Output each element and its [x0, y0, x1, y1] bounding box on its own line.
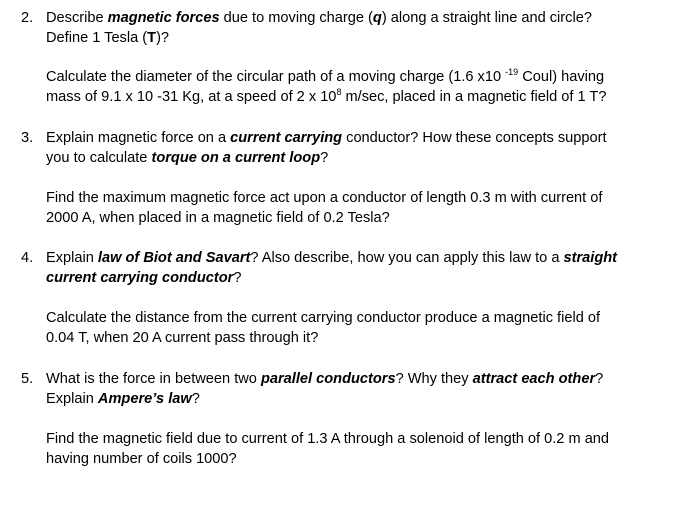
text-run: ? Why they	[395, 371, 473, 387]
question-line	[46, 249, 686, 269]
text-run: ?	[595, 371, 604, 387]
text-run: mass of 9.1 x 10 -31 Kg, at a speed of 2 x 10	[46, 88, 337, 105]
problem-line: Find the magnetic field due to current of 1.3 A through a solenoid of length of 0.2 m and	[46, 431, 610, 447]
problem-line: having number of coils 1000?	[46, 450, 237, 467]
text-run: ) along a straight line and circle?	[381, 10, 592, 26]
problem-text	[46, 68, 686, 107]
text-run: ?	[191, 390, 200, 407]
question-line	[46, 9, 686, 29]
emphasis-text: torque on a current loop	[151, 149, 321, 166]
problem-line	[46, 88, 686, 108]
problem-text	[46, 430, 686, 469]
emphasis-text: law of Biot and Savart	[97, 250, 251, 266]
text-run: conductor? How these concepts support	[342, 130, 607, 146]
question-line	[46, 149, 686, 169]
question-line	[46, 269, 686, 289]
text-run: Explain magnetic force on a	[46, 130, 231, 146]
emphasis-text: magnetic forces	[107, 10, 220, 26]
emphasis-text: Ampere’s law	[97, 390, 192, 407]
question-line	[46, 370, 686, 390]
text-run: )?	[156, 29, 170, 46]
question-line	[46, 390, 686, 410]
question-number: 2.	[21, 10, 34, 26]
question-text	[46, 370, 686, 409]
question-text	[46, 9, 686, 48]
question-text	[46, 249, 686, 288]
text-run: ? Also describe, how you can apply this law to a	[250, 250, 564, 266]
question-number: 3.	[21, 130, 34, 146]
text-run: ?	[233, 269, 242, 286]
question-number: 5.	[21, 371, 34, 387]
question-line	[46, 29, 686, 49]
problem-line: Calculate the distance from the current carrying conductor produce a magnetic field of	[46, 310, 601, 326]
emphasis-text: parallel conductors	[260, 371, 396, 387]
text-run: ?	[320, 149, 329, 166]
text-run: m/sec, placed in a magnetic field of 1 T?	[341, 88, 607, 105]
question-text	[46, 129, 686, 168]
superscript: -19	[505, 67, 519, 77]
text-run: Describe	[46, 10, 108, 26]
question-number: 4.	[21, 250, 34, 266]
emphasis-text: current carrying conductor	[46, 269, 234, 286]
text-run: due to moving charge (	[219, 10, 373, 26]
text-run: Explain	[46, 390, 98, 407]
problem-line: Find the maximum magnetic force act upon a conductor of length 0.3 m with current of	[46, 190, 603, 206]
text-run: Define 1 Tesla (	[46, 29, 148, 46]
problem-line	[46, 68, 686, 88]
superscript: 8	[336, 86, 342, 97]
question-line	[46, 129, 686, 149]
emphasis-text: attract each other	[472, 371, 596, 387]
text-run: Calculate the diameter of the circular path of a moving charge (1.6 x10	[46, 69, 506, 85]
emphasis-text: straight	[563, 250, 618, 266]
emphasis-text: current carrying	[230, 130, 343, 146]
text-run: you to calculate	[46, 149, 152, 166]
problem-text	[46, 309, 686, 348]
emphasis-text: q	[372, 10, 382, 26]
text-run: What is the force in between two	[46, 371, 261, 387]
problem-line: 0.04 T, when 20 A current pass through it?	[46, 329, 319, 346]
problem-text	[46, 189, 686, 228]
bold-text: T	[147, 29, 157, 46]
text-run: Coul) having	[518, 69, 605, 85]
text-run: Explain	[46, 250, 98, 266]
problem-line: 2000 A, when placed in a magnetic field of 0.2 Tesla?	[46, 209, 390, 226]
